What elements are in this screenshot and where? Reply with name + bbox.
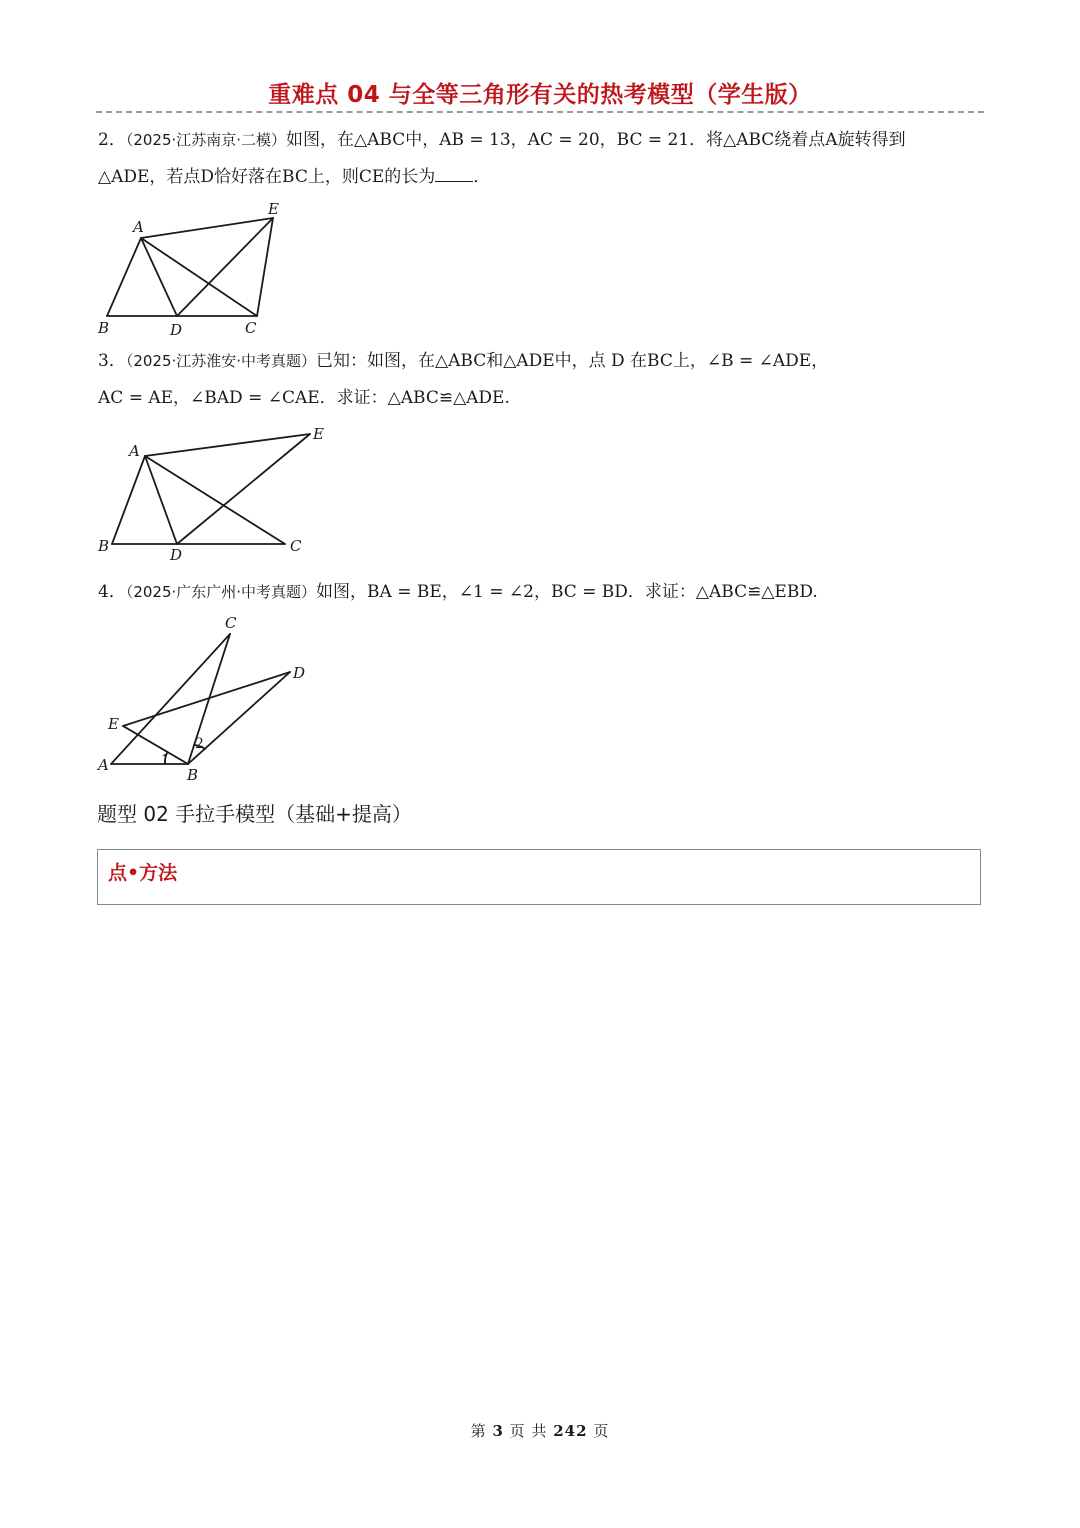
- point-label-d: D: [170, 321, 183, 339]
- point-label-c: C: [225, 614, 237, 632]
- question-number: 2．: [98, 130, 126, 150]
- question-number: 4．: [98, 582, 126, 602]
- page-number: 3: [492, 1422, 504, 1440]
- question-3: [98, 343, 988, 417]
- total-pages: 242: [553, 1422, 588, 1440]
- question-text: ．: [473, 167, 491, 187]
- segment-ae: [141, 218, 273, 238]
- segment-ab: [112, 456, 145, 544]
- point-label-d: D: [293, 664, 306, 682]
- segment-ac: [145, 456, 285, 544]
- angle-label-1: 1: [161, 753, 170, 768]
- point-label-c: C: [245, 319, 257, 337]
- answer-blank[interactable]: [435, 163, 473, 182]
- page-footer: [0, 1420, 1080, 1441]
- point-label-e: E: [313, 425, 324, 443]
- point-label-b: B: [98, 537, 110, 555]
- footer-middle: 页 共: [509, 1422, 548, 1440]
- point-label-a: A: [133, 218, 144, 236]
- question-3-line-2: [98, 380, 988, 417]
- point-label-b: B: [98, 319, 110, 337]
- question-source: （2025·广东广州·中考真题）: [125, 583, 317, 601]
- method-box-title: 点•方法: [108, 862, 178, 884]
- point-label-e: E: [268, 200, 279, 218]
- page-title: 重难点 04 与全等三角形有关的热考模型（学生版）: [268, 82, 812, 108]
- question-source: （2025·江苏南京·二模）: [125, 131, 287, 149]
- question-4-figure: [95, 610, 325, 785]
- point-label-a: A: [98, 756, 109, 774]
- question-2-line-1: [98, 122, 988, 159]
- question-2: [98, 122, 988, 196]
- question-source: （2025·江苏淮安·中考真题）: [125, 352, 317, 370]
- segment-eb: [123, 726, 188, 764]
- segment-ae: [145, 434, 310, 456]
- question-4-line-1: [98, 574, 988, 611]
- question-2-line-2: [98, 159, 988, 196]
- segment-ac: [111, 634, 230, 764]
- question-2-figure: [95, 198, 295, 340]
- point-label-e: E: [108, 715, 119, 733]
- point-label-a: A: [129, 442, 140, 460]
- method-box: [97, 849, 981, 905]
- question-number: 3．: [98, 351, 126, 371]
- question-4: [98, 574, 988, 611]
- point-label-b: B: [187, 766, 199, 784]
- segment-ab: [107, 238, 141, 316]
- question-3-line-1: [98, 343, 988, 380]
- point-label-c: C: [290, 537, 302, 555]
- point-label-d: D: [170, 546, 183, 564]
- question-text: 已知：如图，在△ABC和△ADE中，点 D 在BC上，∠B = ∠ADE，: [316, 351, 829, 371]
- question-text: AC = AE，∠BAD = ∠CAE．求证：△ABC≌△ADE.: [98, 388, 510, 408]
- footer-prefix: 第: [470, 1422, 487, 1440]
- header-divider: [96, 111, 984, 113]
- question-text: △ADE，若点D恰好落在BC上，则CE的长为: [98, 167, 436, 187]
- question-text: 如图，BA = BE，∠1 = ∠2，BC = BD．求证：△ABC≌△EBD.: [316, 582, 818, 602]
- angle-label-2: 2: [195, 736, 204, 752]
- question-text: 如图，在△ABC中，AB = 13，AC = 20，BC = 21．将△ABC绕着点A旋转得到: [286, 130, 906, 150]
- section-heading: 题型 02 手拉手模型（基础+提高）: [97, 802, 412, 826]
- segment-ed: [123, 672, 290, 726]
- footer-suffix: 页: [593, 1422, 610, 1440]
- segment-ad: [145, 456, 177, 544]
- question-3-figure: [95, 420, 335, 565]
